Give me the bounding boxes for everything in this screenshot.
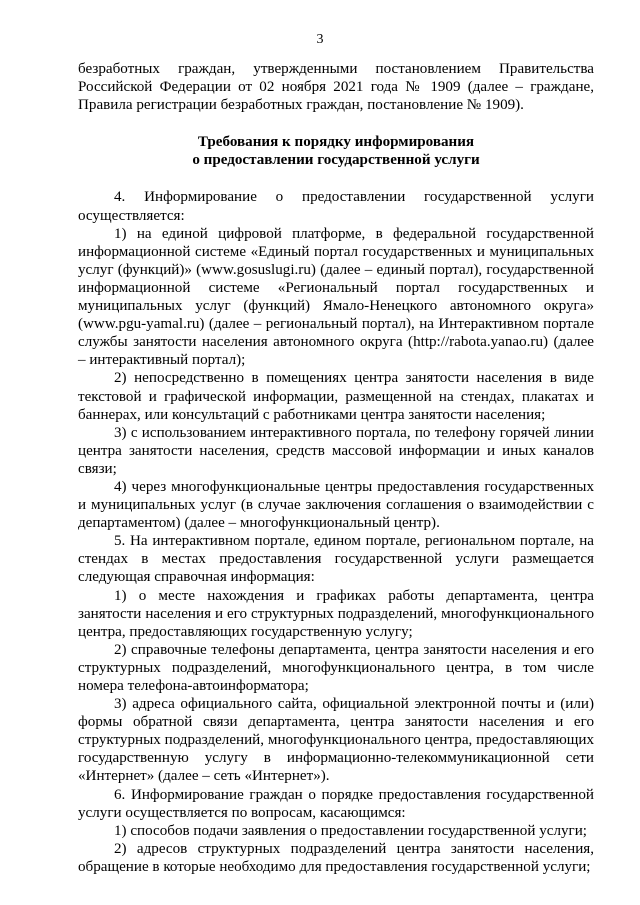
paragraph-item-6-1: 1) способов подачи заявления о предоставлении государственной услуги; bbox=[114, 822, 587, 839]
paragraph-item-5: 5. На интерактивном портале, едином портале, региональном портале, на стендах в местах предоставления государственной услуги размещается следующая справочная информация: bbox=[78, 533, 594, 586]
section-heading-line-2: о предоставлении государственной услуги bbox=[192, 152, 480, 169]
paragraph-item-4-1: 1) на единой цифровой платформе, в федеральной государственной информационной системе «Единый портал государственных и муниципальных услуг (функций)» (www.gosuslugi.ru) (далее – единый портал), государственной информационной системе «Региональный портал государственных и муниципальных услуг (функций) Ямало-Ненецкого автономного округа» (www.pgu-yamal.ru) (далее – региональный портал), на Интерактивном портале службы занятости населения автономного округа (http://rabota.yanao.ru) (далее – интерактивный портал); bbox=[78, 225, 594, 369]
paragraph-item-6-2: 2) адресов структурных подразделений центра занятости населения, обращение в которые необходимо для предоставления государственной услуги; bbox=[78, 840, 594, 875]
paragraph-item-4-2: 2) непосредственно в помещениях центра занятости населения в виде текстовой и графической информации, размещенной на стендах, плакатах и баннерах, или консультаций с работниками центра занятости населения; bbox=[78, 370, 594, 423]
paragraph-item-4: 4. Информирование о предоставлении государственной услуги осуществляется: bbox=[78, 189, 594, 224]
paragraph-item-6: 6. Информирование граждан о порядке предоставления государственной услуги осуществляется по вопросам, касающимся: bbox=[78, 786, 594, 821]
paragraph-item-5-1: 1) о месте нахождения и графиках работы департамента, центра занятости населения и его структурных подразделений, многофункционального центра, предоставляющих государственную услугу; bbox=[78, 587, 594, 640]
paragraph-item-4-3: 3) с использованием интерактивного портала, по телефону горячей линии центра занятости населения, средств массовой информации и иных каналов связи; bbox=[78, 424, 594, 477]
paragraph-item-4-4: 4) через многофункциональные центры предоставления государственных и муниципальных услуг (в случае заключения соглашения о взаимодействии с департаментом) (далее – многофункциональный центр). bbox=[78, 478, 594, 532]
section-heading-line-1: Требования к порядку информирования bbox=[197, 134, 475, 151]
page-number: 3 bbox=[316, 32, 324, 47]
section-heading bbox=[78, 133, 594, 169]
intro-paragraph: безработных граждан, утвержденными постановлением Правительства Российской Федерации от 02 ноября 2021 года № 1909 (далее – граждане, Правила регистрации безработных граждан, постановление № 1909). bbox=[78, 61, 594, 114]
paragraph-item-5-2: 2) справочные телефоны департамента, центра занятости населения и его структурных подразделений, многофункционального центра, в том числе номера телефона-автоинформатора; bbox=[78, 641, 594, 694]
document-body bbox=[78, 60, 594, 876]
paragraph-item-5-3: 3) адреса официального сайта, официальной электронной почты и (или) формы обратной связи департамента, центра занятости населения и его структурных подразделений, многофункционального центра, предоставляющих государственную услугу в информационно-телекоммуникационной сети «Интернет» (далее – сеть «Интернет»). bbox=[78, 696, 594, 785]
